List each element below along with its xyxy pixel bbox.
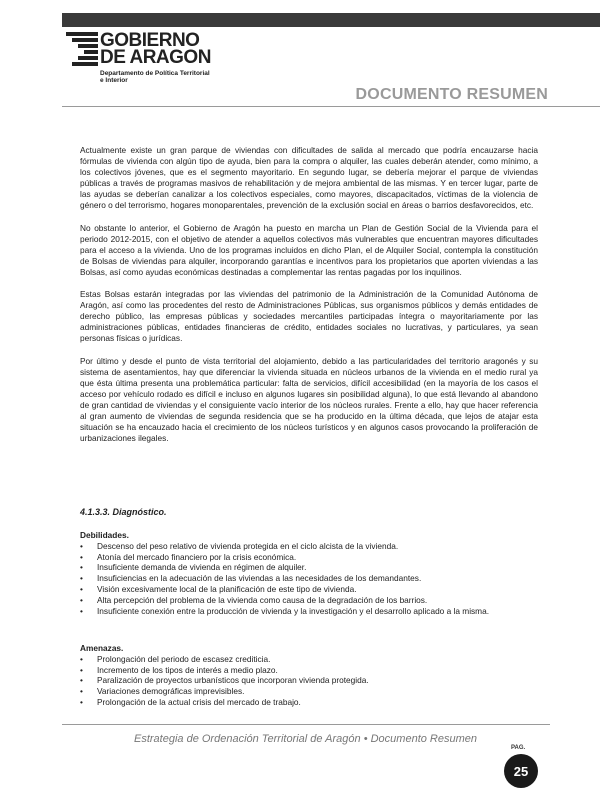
list-item: • Incremento de los tipos de interés a medio plazo. bbox=[80, 665, 540, 676]
list-item: • Visión excesivamente local de la planificación de este tipo de vivienda. bbox=[80, 584, 540, 595]
header-title: DOCUMENTO RESUMEN bbox=[355, 86, 548, 103]
paragraph: Estas Bolsas estarán integradas por las viviendas del patrimonio de la Administración de la Comunidad Autónoma de Aragón, así como las procedentes del resto de Administraciones Públicas, sus organismos públicos y demás entidades de derecho público, las empresas públicas y sociedades mercantiles participadas íntegra o mayoritariamente por las administraciones públicas, entidades financieras de crédito, entidades sociales no lucrativas, y particulares, ya sean personas físicas o jurídicas. bbox=[80, 289, 538, 344]
debilidades-list bbox=[80, 541, 540, 617]
list-item: • Variaciones demográficas imprevisibles. bbox=[80, 686, 540, 697]
page-label: PAG. bbox=[511, 745, 526, 751]
paragraph: Por último y desde el punto de vista territorial del alojamiento, debido a las particularidades del territorio aragonés y su sistema de asentamientos, hay que diferenciar la vivienda situada en núcleos urbanos de la vivienda en el medio rural ya que ésta última presenta una problemática particular: falta de servicios, difícil accesibilidad (en la mayoría de los casos el acceso por vehículo rodado es difícil e incluso en algunos lugares sin posibilidad alguna), lo que está llevando al abandono de gran cantidad de viviendas y el consiguiente vacío interior de los núcleos rurales. Frente a ello, hay que hacer referencia al gran aumento de viviendas de segunda residencia que se ha producido en la última década, que lejos de atajar esta situación se ha encauzado hacia el crecimiento de los núcleos turísticos y en algunos casos provocando la proliferación de urbanizaciones ilegales. bbox=[80, 355, 538, 444]
aragon-emblem-icon bbox=[66, 32, 98, 70]
logo-sub-line-1: Departamento de Política Territorial bbox=[100, 70, 210, 77]
amenazas-block bbox=[80, 643, 540, 708]
amenazas-label: Amenazas. bbox=[80, 643, 124, 653]
debilidades-label: Debilidades. bbox=[80, 530, 129, 540]
page-number: 25 bbox=[513, 763, 529, 779]
list-item: • Prolongación del periodo de escasez crediticia. bbox=[80, 654, 540, 665]
amenazas-list bbox=[80, 654, 540, 708]
top-bar bbox=[62, 13, 600, 27]
logo-wordmark bbox=[100, 32, 211, 66]
debilidades-block bbox=[80, 530, 540, 616]
list-item: • Alta percepción del problema de la vivienda como causa de la degradación de los barrios. bbox=[80, 595, 540, 606]
list-item: • Insuficiente conexión entre la producción de vivienda y la investigación y el desarrollo aplicado a la misma. bbox=[80, 606, 540, 617]
list-item: • Paralización de proyectos urbanísticos que incorporan vivienda protegida. bbox=[80, 675, 540, 686]
logo-department bbox=[100, 70, 210, 84]
logo-line-1: GOBIERNO bbox=[100, 30, 200, 51]
footer-divider bbox=[62, 724, 550, 725]
paragraph: Actualmente existe un gran parque de viviendas con dificultades de salida al mercado que podría encauzarse hacia fórmulas de vivienda con algún tipo de ayuda, bien para la compra o alquiler, las cuales deberán atender, como mínimo, a los colectivos jóvenes, que es el segmento mayoritario. En segundo lugar, se debería mejorar el parque de viviendas públicas a través de programas masivos de rehabilitación y de mejora ambiental de las mismas. Y en tercer lugar, parte de las ayudas se deberían canalizar a los colectivos especiales, como mayores, discapacitados, víctimas de la violencia de género o del terrorismo, hogares monoparentales, prevención de la exclusión social en áreas o barrios desfavorecidos, etc. bbox=[80, 145, 538, 211]
list-item: • Descenso del peso relativo de vivienda protegida en el ciclo alcista de la vivienda. bbox=[80, 541, 540, 552]
list-item: • Prolongación de la actual crisis del mercado de trabajo. bbox=[80, 697, 540, 708]
gobierno-aragon-logo bbox=[66, 32, 266, 92]
paragraph: No obstante lo anterior, el Gobierno de Aragón ha puesto en marcha un Plan de Gestión Social de la Vivienda para el periodo 2012-2015, con el objetivo de atender a aquellos colectivos más vulnerables que encuentran mayores dificultades para el acceso a la vivienda. Uno de los programas incluidos en dicho Plan, el de Alquiler Social, contempla la constitución de Bolsas de viviendas para alquiler, incorporando garantías e incentivos para los propietarios que aporten viviendas a las Bolsas, así como ayudas económicas destinadas a complementar las rentas pagadas por los inquilinos. bbox=[80, 222, 538, 277]
section-heading: 4.1.3.3. Diagnóstico. bbox=[80, 507, 167, 517]
page-number-badge bbox=[504, 754, 538, 788]
logo-line-2: DE ARAGON bbox=[100, 47, 211, 68]
body-text bbox=[80, 145, 538, 455]
list-item: • Insuficiencias en la adecuación de las viviendas a las necesidades de los demandantes. bbox=[80, 573, 540, 584]
footer-title: Estrategia de Ordenación Territorial de Aragón • Documento Resumen bbox=[134, 733, 477, 745]
list-item: • Atonía del mercado financiero por la crisis económica. bbox=[80, 552, 540, 563]
list-item: • Insuficiente demanda de vivienda en régimen de alquiler. bbox=[80, 562, 540, 573]
logo-sub-line-2: e Interior bbox=[100, 77, 128, 84]
header-divider bbox=[62, 106, 600, 107]
